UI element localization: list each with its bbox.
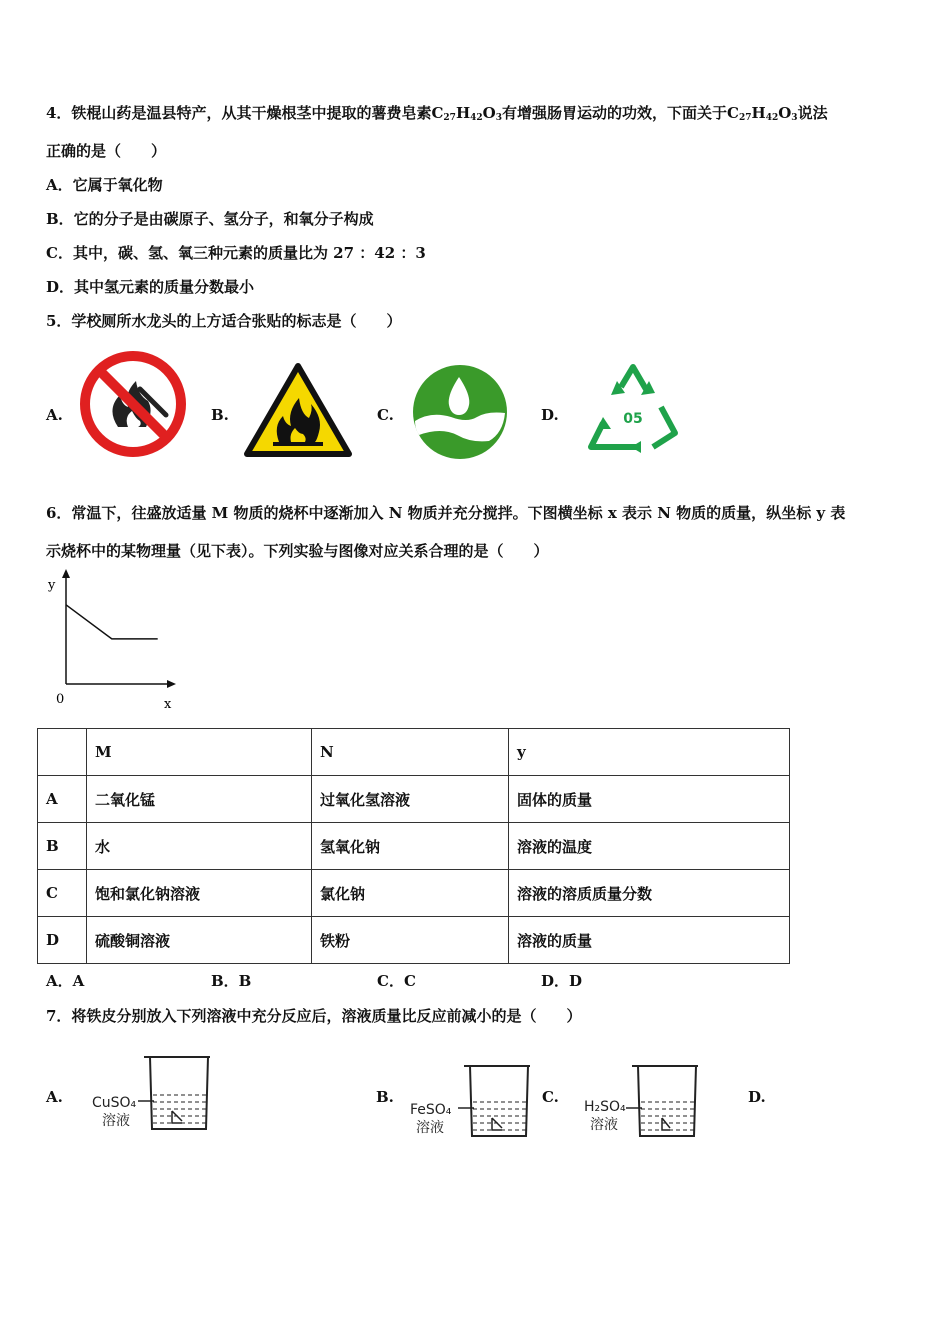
q7-option-a-label[interactable]: A. bbox=[46, 1088, 63, 1106]
q4-stem-line1 bbox=[46, 102, 828, 123]
q4-option-c[interactable]: C．其中，碳、氢、氧三种元素的质量比为 27 ：42 ：3 bbox=[46, 244, 426, 262]
table-header-cell: N bbox=[312, 729, 509, 776]
q6-answer-d[interactable]: D．D bbox=[541, 972, 583, 990]
recycle-icon[interactable] bbox=[581, 361, 685, 457]
q6-stem-line1: 6．常温下，往盛放适量 M 物质的烧杯中逐渐加入 N 物质并充分搅拌。下图横坐标 x 表示 N 物质的质量，纵坐标 y 表 bbox=[46, 504, 846, 522]
table-header-cell: M bbox=[87, 729, 312, 776]
table-cell: 二氧化锰 bbox=[87, 776, 312, 823]
q7-stem: 7．将铁皮分别放入下列溶液中充分反应后，溶液质量比反应前减小的是（ ） bbox=[46, 1007, 582, 1025]
q5-option-b-label[interactable]: B. bbox=[211, 406, 229, 424]
q6-answer-b[interactable]: B．B bbox=[211, 972, 252, 990]
q5-option-a-label[interactable]: A. bbox=[46, 406, 63, 424]
y-axis-arrow bbox=[62, 569, 70, 578]
q4-option-d[interactable]: D．其中氢元素的质量分数最小 bbox=[46, 278, 255, 296]
x-axis-arrow bbox=[167, 680, 176, 688]
table-cell: 饱和氯化钠溶液 bbox=[87, 870, 312, 917]
q4-formula-1: $C_{27}H_{42}O_3$ bbox=[431, 104, 502, 123]
q5-option-c-label[interactable]: C. bbox=[377, 406, 394, 424]
q5-stem: 5．学校厕所水龙头的上方适合张贴的标志是（ ） bbox=[46, 312, 402, 330]
q6-stem-line2: 示烧杯中的某物理量（见下表）。下列实验与图像对应关系合理的是（ ） bbox=[46, 542, 549, 560]
q7-beaker-b-caption: FeSO₄ 溶液 bbox=[410, 1102, 452, 1136]
table-cell: 硫酸铜溶液 bbox=[87, 917, 312, 964]
table-cell: A bbox=[38, 776, 87, 823]
table-cell: 溶液的质量 bbox=[509, 917, 790, 964]
table-cell: 溶液的温度 bbox=[509, 823, 790, 870]
table-header-cell bbox=[38, 729, 87, 776]
q4-stem-part2: 有增强肠胃运动的功效，下面关于 bbox=[502, 104, 728, 122]
table-cell: 固体的质量 bbox=[509, 776, 790, 823]
table-cell: 氢氧化钠 bbox=[312, 823, 509, 870]
q7-option-c-label[interactable]: C. bbox=[542, 1088, 559, 1106]
flammable-warning-icon[interactable] bbox=[243, 362, 353, 458]
q4-formula-2: $C_{27}H_{42}O_3$ bbox=[727, 104, 798, 123]
beaker-b-icon[interactable] bbox=[456, 1062, 534, 1140]
table-cell: C bbox=[38, 870, 87, 917]
q4-stem-line2: 正确的是（ ） bbox=[46, 142, 167, 160]
table-cell: 溶液的溶质质量分数 bbox=[509, 870, 790, 917]
table-row bbox=[38, 870, 790, 917]
table-header-cell: y bbox=[509, 729, 790, 776]
table-row bbox=[38, 917, 790, 964]
beaker-a-icon[interactable] bbox=[136, 1053, 214, 1133]
no-fire-icon[interactable] bbox=[78, 349, 188, 459]
q5-option-d-label[interactable]: D. bbox=[541, 406, 559, 424]
water-saving-icon[interactable] bbox=[411, 363, 509, 461]
table-row bbox=[38, 776, 790, 823]
q6-graph bbox=[40, 566, 190, 714]
q6-table bbox=[37, 728, 790, 964]
q7-option-b-label[interactable]: B. bbox=[376, 1088, 394, 1106]
q6-curve bbox=[66, 605, 158, 639]
table-cell: 铁粉 bbox=[312, 917, 509, 964]
origin-label: 0 bbox=[56, 692, 65, 707]
x-axis-label: x bbox=[164, 697, 172, 712]
q6-answer-c[interactable]: C．C bbox=[377, 972, 416, 990]
recycle-code: 05 bbox=[623, 411, 643, 427]
y-axis-label: y bbox=[48, 578, 56, 593]
table-cell: 水 bbox=[87, 823, 312, 870]
q6-answer-a[interactable]: A．A bbox=[46, 972, 85, 990]
q4-stem-part1: 4．铁棍山药是温县特产，从其干燥根茎中提取的薯费皂素 bbox=[46, 104, 432, 122]
q4-stem-part3: 说法 bbox=[797, 104, 828, 122]
table-header-row bbox=[38, 729, 790, 776]
table-cell: 氯化钠 bbox=[312, 870, 509, 917]
table-cell: 过氧化氢溶液 bbox=[312, 776, 509, 823]
table-cell: D bbox=[38, 917, 87, 964]
q7-beaker-c-caption: H₂SO₄ 溶液 bbox=[584, 1099, 626, 1133]
q4-option-b[interactable]: B．它的分子是由碳原子、氢分子，和氧分子构成 bbox=[46, 210, 374, 228]
q7-option-d-label[interactable]: D. bbox=[748, 1088, 766, 1106]
table-cell: B bbox=[38, 823, 87, 870]
table-row bbox=[38, 823, 790, 870]
q4-option-a[interactable]: A．它属于氧化物 bbox=[46, 176, 163, 194]
q7-beaker-a-caption: CuSO₄ 溶液 bbox=[92, 1095, 137, 1129]
beaker-c-icon[interactable] bbox=[624, 1062, 702, 1140]
